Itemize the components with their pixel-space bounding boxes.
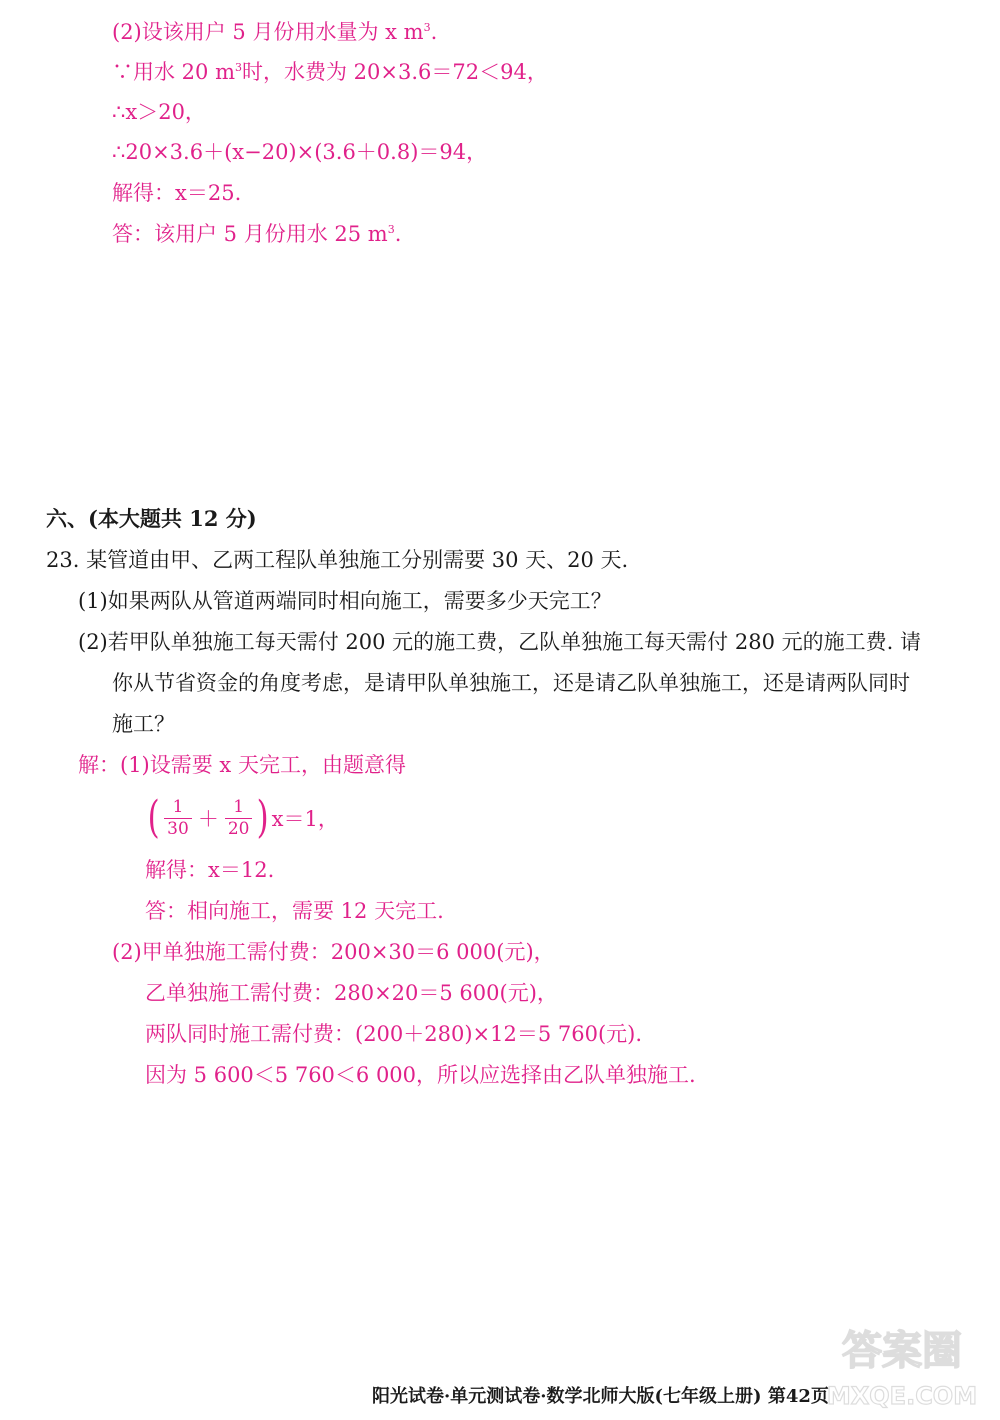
solution-intro: 解：(1)设需要 x 天完工，由题意得 (78, 753, 406, 777)
left-paren: ( (147, 792, 160, 843)
answer-line-because (112, 62, 548, 83)
solution-cost-both: 两队同时施工需付费：(200＋280)×12＝5 760(元). (145, 1022, 643, 1046)
equation-tail: x＝1， (271, 807, 339, 831)
answer-line-solve: 解得：x＝25. (112, 181, 242, 205)
answer-text: . (430, 20, 438, 44)
watermark-logo (822, 1318, 982, 1413)
solution-solve: 解得：x＝12. (145, 858, 275, 882)
question-23-part-1: (1)如果两队从管道两端同时相向施工，需要多少天完工？ (78, 589, 612, 613)
answer-line-therefore-1: ∴x＞20， (112, 100, 206, 124)
superscript: 3 (387, 223, 395, 236)
question-23: 23. 某管道由甲、乙两工程队单独施工分别需要 30 天、20 天. (46, 548, 629, 572)
fraction-denominator: 30 (164, 818, 192, 838)
question-23-part-2-line-3: 施工？ (112, 712, 175, 736)
question-23-part-2-line-2: 你从节省资金的角度考虑，是请甲队单独施工，还是请乙队单独施工，还是请两队同时 (112, 671, 910, 695)
solution-cost-a: (2)甲单独施工需付费：200×30＝6 000(元)， (112, 940, 555, 964)
fraction-1-30 (164, 796, 192, 839)
answer-line-therefore-2: ∴20×3.6＋(x−20)×(3.6＋0.8)＝94， (112, 140, 488, 164)
answer-text: 答：该用户 5 月份用水 25 m (112, 222, 388, 246)
right-paren: ) (257, 792, 270, 843)
superscript: 3 (423, 21, 431, 34)
superscript: 3 (235, 61, 242, 74)
answer-line-conclusion (112, 224, 401, 245)
solution-conclusion: 因为 5 600＜5 760＜6 000，所以应选择由乙队单独施工. (145, 1063, 696, 1087)
watermark-text-bottom: MXQE.COM (826, 1382, 978, 1410)
question-23-part-2-line-1: (2)若甲队单独施工每天需付 200 元的施工费，乙队单独施工每天需付 280 元的施工费. 请 (78, 630, 921, 654)
fraction-1-20 (225, 796, 253, 839)
fraction-numerator: 1 (172, 796, 184, 817)
section-heading: 六、(本大题共 12 分) (46, 506, 257, 531)
watermark-text-top: 答案圈 (842, 1328, 962, 1374)
answer-text: 时，水费为 20×3.6＝72＜94， (242, 60, 548, 84)
fraction-equation (145, 792, 339, 843)
plus-sign: ＋ (197, 807, 219, 831)
solution-cost-b: 乙单独施工需付费：280×20＝5 600(元)， (145, 981, 558, 1005)
solution-answer-1: 答：相向施工，需要 12 天完工. (145, 899, 444, 923)
page-footer: 阳光试卷·单元测试卷·数学北师大版(七年级上册) 第42页 (372, 1386, 829, 1407)
answer-text: (2)设该用户 5 月份用水量为 x m (112, 20, 424, 44)
answer-text: . (394, 222, 402, 246)
fraction-denominator: 20 (225, 818, 253, 838)
answer-line-2-setup (112, 22, 437, 43)
answer-text: ∵用水 20 m (112, 60, 235, 84)
fraction-numerator: 1 (233, 796, 245, 817)
